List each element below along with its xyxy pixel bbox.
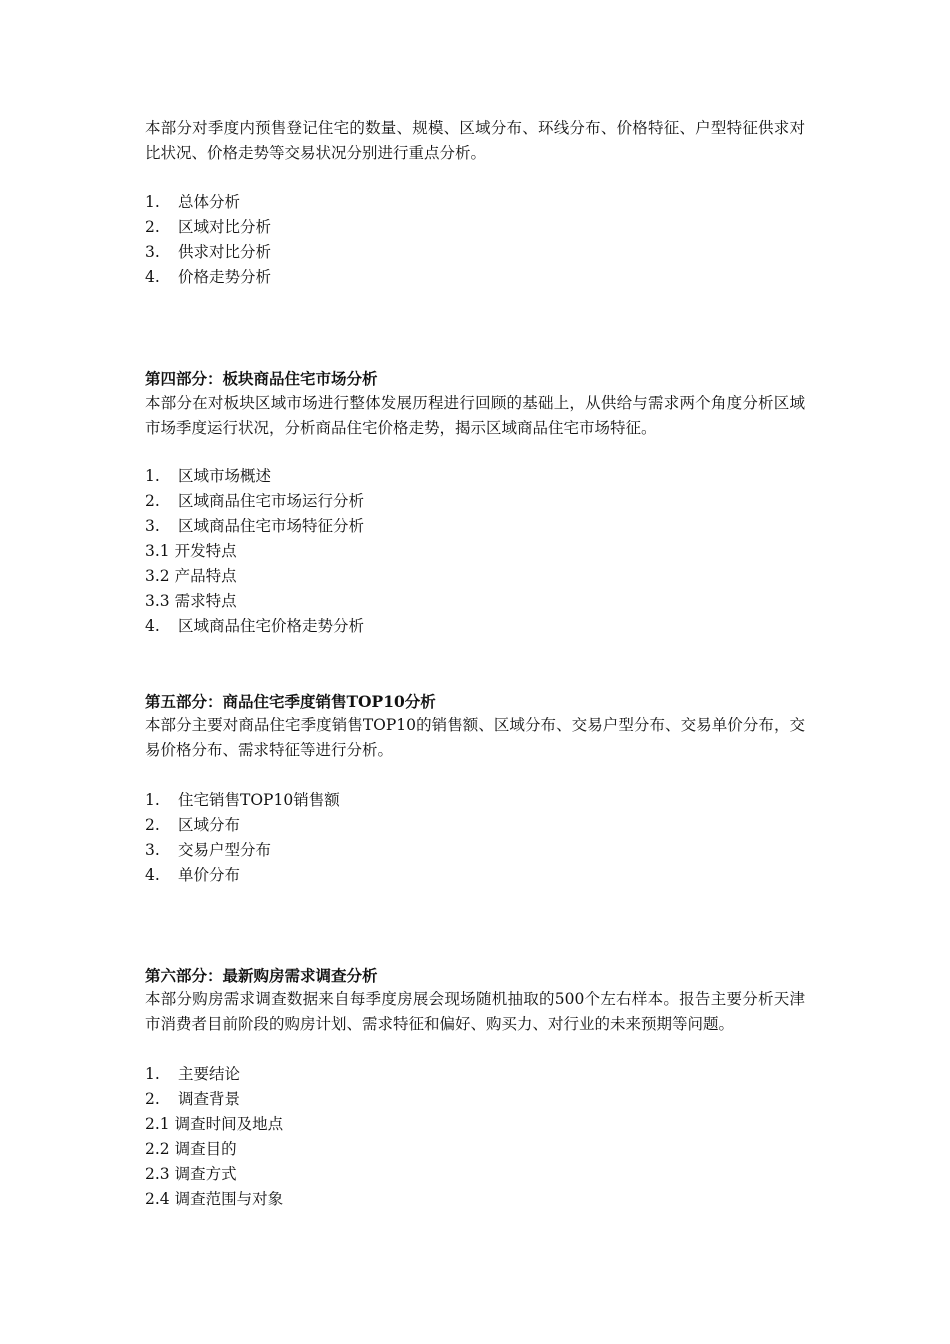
part4-paragraph: 本部分在对板块区域市场进行整体发展历程进行回顾的基础上，从供给与需求两个角度分析区域市场季度运行状况，分析商品住宅价格走势，揭示区域商品住宅市场特征。 [145, 394, 805, 437]
sub-list-item: 2.1 调查时间及地点 [145, 1115, 284, 1133]
list-item: 3. 区域商品住宅市场特征分析 [145, 517, 365, 535]
list-item: 2. 区域商品住宅市场运行分析 [145, 492, 365, 510]
list-item: 1. 主要结论 [145, 1065, 241, 1083]
list-item: 1. 住宅销售TOP10销售额 [145, 791, 340, 809]
section-heading-part6: 第六部分：最新购房需求调查分析 [145, 966, 378, 985]
part6-paragraph: 本部分购房需求调查数据来自每季度房展会现场随机抽取的500个左右样本。报告主要分析天津市消费者目前阶段的购房计划、需求特征和偏好、购买力、对行业的未来预期等问题。 [145, 990, 805, 1033]
sub-list-item: 3.1 开发特点 [145, 542, 237, 560]
intro-paragraph: 本部分对季度内预售登记住宅的数量、规模、区域分布、环线分布、价格特征、户型特征供求对比状况、价格走势等交易状况分别进行重点分析。 [145, 119, 805, 162]
sub-list-item: 2.4 调查范围与对象 [145, 1190, 284, 1208]
sub-list-item: 2.2 调查目的 [145, 1140, 237, 1158]
sub-list-item: 2.3 调查方式 [145, 1165, 237, 1183]
sub-list-item: 3.2 产品特点 [145, 567, 237, 585]
list-item: 4. 价格走势分析 [145, 268, 272, 286]
list-item: 4. 单价分布 [145, 866, 241, 884]
list-item: 1. 总体分析 [145, 193, 241, 211]
list-item: 2. 调查背景 [145, 1090, 241, 1108]
sub-list-item: 3.3 需求特点 [145, 592, 237, 610]
list-item: 1. 区域市场概述 [145, 467, 272, 485]
section-heading-part5: 第五部分：商品住宅季度销售TOP10分析 [145, 692, 436, 711]
list-item: 2. 区域分布 [145, 816, 241, 834]
part5-paragraph: 本部分主要对商品住宅季度销售TOP10的销售额、区域分布、交易户型分布、交易单价分布，交易价格分布、需求特征等进行分析。 [145, 716, 805, 759]
list-item: 3. 交易户型分布 [145, 841, 272, 859]
list-item: 3. 供求对比分析 [145, 243, 272, 261]
list-item: 4. 区域商品住宅价格走势分析 [145, 617, 365, 635]
list-item: 2. 区域对比分析 [145, 218, 272, 236]
section-heading-part4: 第四部分：板块商品住宅市场分析 [145, 369, 378, 388]
